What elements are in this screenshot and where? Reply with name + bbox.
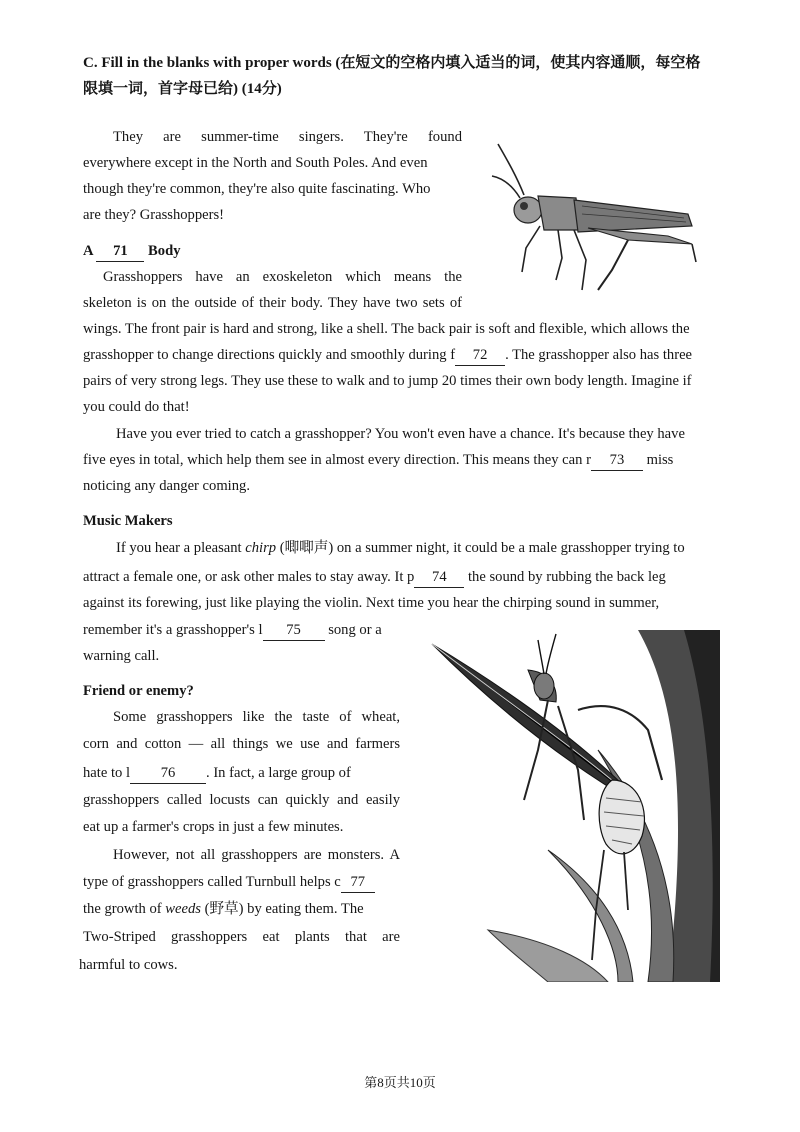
- friend-p1-line-3: hate to l 76 . In fact, a large group of: [83, 760, 351, 786]
- music-line-4: remember it's a grasshopper's l 75 song or a: [83, 617, 382, 643]
- body-p2-line-2: five eyes in total, which help them see in almost every direction. This means they can r 73 miss: [83, 447, 673, 473]
- friend-p1-line-5: eat up a farmer's crops in just a few minutes.: [83, 819, 344, 835]
- exercise-title: C. Fill in the blanks with proper words (在短文的空格内填入适当的词，使其内容通顺，每空格: [83, 55, 701, 71]
- intro-line-4: are they? Grasshoppers!: [83, 207, 225, 223]
- friend-p2-line-1: However, not all grasshoppers are monsters. A: [113, 847, 400, 863]
- blank-76[interactable]: 76: [130, 763, 206, 784]
- intro-line-1: They are summer-time singers. They're found: [113, 129, 462, 145]
- body-p1-line-2: skeleton is on the outside of their body. They have two sets of: [83, 295, 462, 311]
- intro-line-3: though they're common, they're also quite fascinating. Who: [83, 181, 431, 197]
- friend-p1-line-1: Some grasshoppers like the taste of wheat,: [113, 709, 400, 725]
- music-line-2: attract a female one, or ask other males to stay away. It p 74 the sound by rubbing the back leg: [83, 564, 666, 590]
- page-number: 第8页共10页: [364, 1075, 436, 1090]
- body-p2-line-1: Have you ever tried to catch a grasshopper? You won't even have a chance. It's because they have: [116, 426, 685, 442]
- music-line-3: against its forewing, just like playing the violin. Next time you hear the chirping sound in summer,: [83, 595, 660, 611]
- blank-73[interactable]: 73: [591, 450, 643, 471]
- friend-p2-line-5: harmful to cows.: [79, 957, 178, 973]
- blank-77[interactable]: 77: [341, 872, 375, 893]
- blank-74[interactable]: 74: [414, 567, 464, 588]
- friend-p2-line-4: Two-Striped grasshoppers eat plants that are: [83, 929, 400, 945]
- music-line-1: If you hear a pleasant chirp (唧唧声) on a summer night, it could be a male grasshopper trying to: [116, 540, 685, 556]
- body-p1-line-5: pairs of very strong legs. They use these to walk and to jump 20 times their own body length. Imagine if: [83, 373, 692, 389]
- grasshopper-on-leaf-illustration: [428, 630, 720, 982]
- body-p1-line-6: you could do that!: [83, 399, 190, 415]
- music-line-5: warning call.: [83, 648, 160, 664]
- friend-p2-line-3: the growth of weeds (野草) by eating them. The: [83, 901, 364, 917]
- blank-72[interactable]: 72: [455, 345, 505, 366]
- grasshopper-illustration: [478, 140, 728, 310]
- friend-p1-line-2: corn and cotton — all things we use and farmers: [83, 736, 400, 752]
- section-heading-music-makers: Music Makers: [83, 513, 173, 529]
- weeds-word: weeds: [165, 901, 201, 917]
- blank-75[interactable]: 75: [263, 620, 325, 641]
- blank-71[interactable]: 71: [96, 241, 144, 262]
- body-p1-line-3: wings. The front pair is hard and strong, like a shell. The back pair is soft and flexible, which allows the: [83, 321, 690, 337]
- chirp-word: chirp: [245, 540, 277, 556]
- section-heading-body: A 71 Body: [83, 238, 181, 264]
- body-p2-line-3: noticing any danger coming.: [83, 478, 250, 494]
- body-p1-line-4: grasshopper to change directions quickly and smoothly during f 72 . The grasshopper also has three: [83, 342, 692, 368]
- section-heading-friend-or-enemy: Friend or enemy?: [83, 683, 194, 699]
- friend-p1-line-4: grasshoppers called locusts can quickly and easily: [83, 792, 400, 808]
- intro-line-2: everywhere except in the North and South Poles. And even: [83, 155, 428, 171]
- friend-p2-line-2: type of grasshoppers called Turnbull helps c 77: [83, 869, 375, 895]
- exercise-title-continued: 限填一词，首字母已给) (14分): [83, 81, 282, 97]
- body-p1-line-1: Grasshoppers have an exoskeleton which means the: [103, 269, 462, 285]
